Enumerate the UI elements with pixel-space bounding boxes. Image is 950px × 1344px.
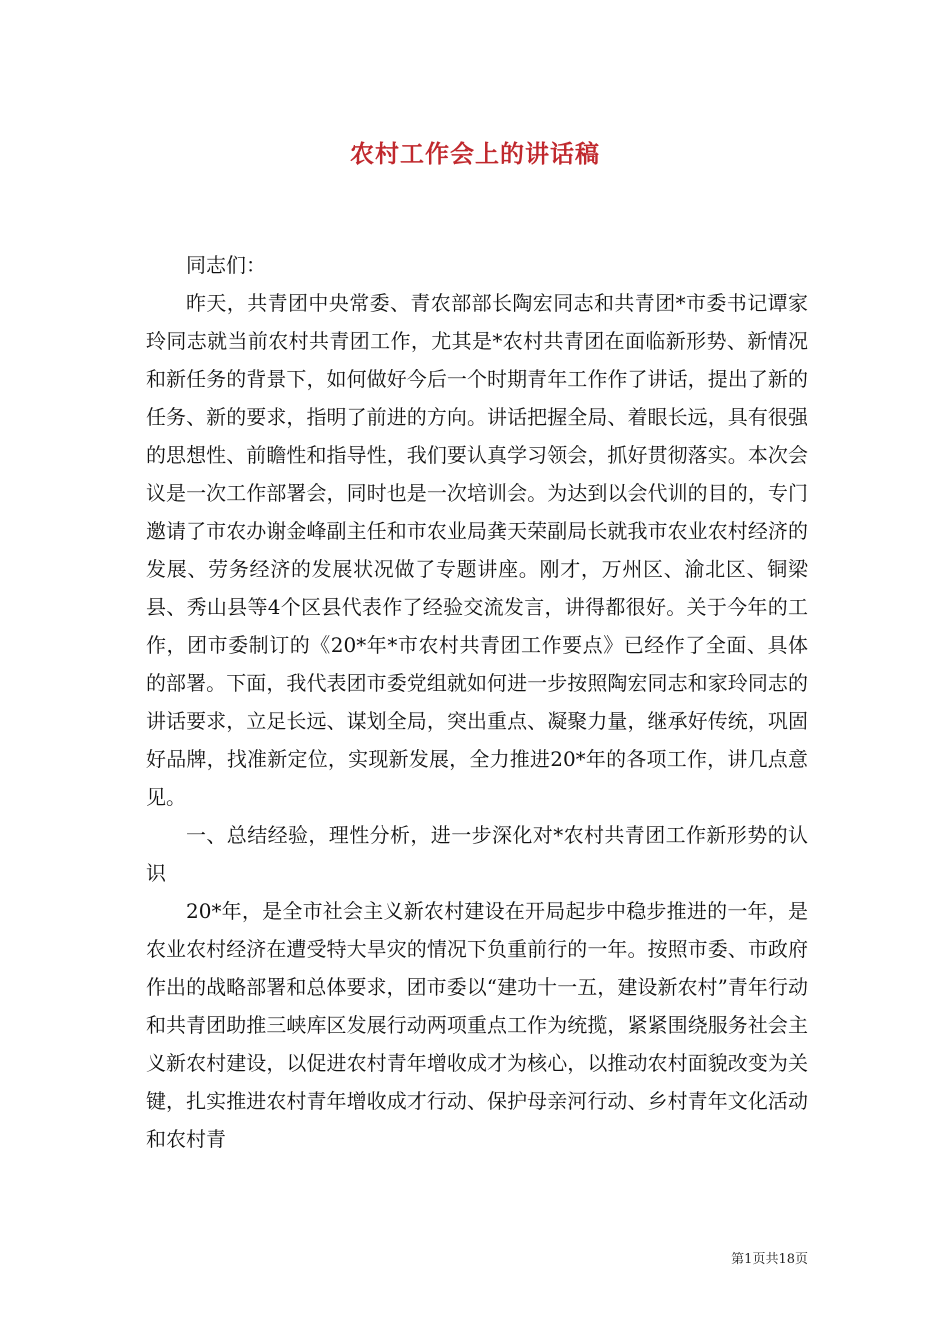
body-paragraph: 昨天，共青团中央常委、青农部部长陶宏同志和共青团*市委书记谭家玲同志就当前农村共青团工作，尤其是*农村共青团在面临新形势、新情况和新任务的背景下，如何做好今后一个时期青年工作作了讲话，提出了新的任务、新的要求，指明了前进的方向。讲话把握全局、着眼长远，具有很强的思想性、前瞻性和指导性，我们要认真学习领会，抓好贯彻落实。本次会议是一次工作部署会，同时也是一次培训会。为达到以会代训的目的，专门邀请了市农办谢金峰副主任和市农业局龚天荣副局长就我市农业农村经济的发展、劳务经济的发展状况做了专题讲座。刚才，万州区、渝北区、铜梁县、秀山县等4个区县代表作了经验交流发言，讲得都很好。关于今年的工作，团市委制订的《20*年*市农村共青团工作要点》已经作了全面、具体的部署。下面，我代表团市委党组就如何进一步按照陶宏同志和家玲同志的讲话要求，立足长远、谋划全局，突出重点、凝聚力量，继承好传统，巩固好品牌，找准新定位，实现新发展，全力推进20*年的各项工作，讲几点意见。 (146, 291, 808, 809)
page-number: 第1页共18页 (731, 1252, 808, 1267)
body-paragraph: 20*年，是全市社会主义新农村建设在开局起步中稳步推进的一年，是农业农村经济在遭受特大旱灾的情况下负重前行的一年。按照市委、市政府作出的战略部署和总体要求，团市委以“建功十一五，建设新农村”青年行动和共青团助推三峡库区发展行动两项重点工作为统揽，紧紧围绕服务社会主义新农村建设，以促进农村青年增收成才为核心，以推动农村面貌改变为关键，扎实推进农村青年增收成才行动、保护母亲河行动、乡村青年文化活动和农村青 (146, 899, 808, 1151)
page-title: 农村工作会上的讲话稿 (350, 139, 600, 168)
document-body (146, 246, 808, 1158)
section-heading: 一、总结经验，理性分析，进一步深化对*农村共青团工作新形势的认识 (146, 823, 808, 885)
salutation-paragraph: 同志们： (186, 253, 266, 277)
